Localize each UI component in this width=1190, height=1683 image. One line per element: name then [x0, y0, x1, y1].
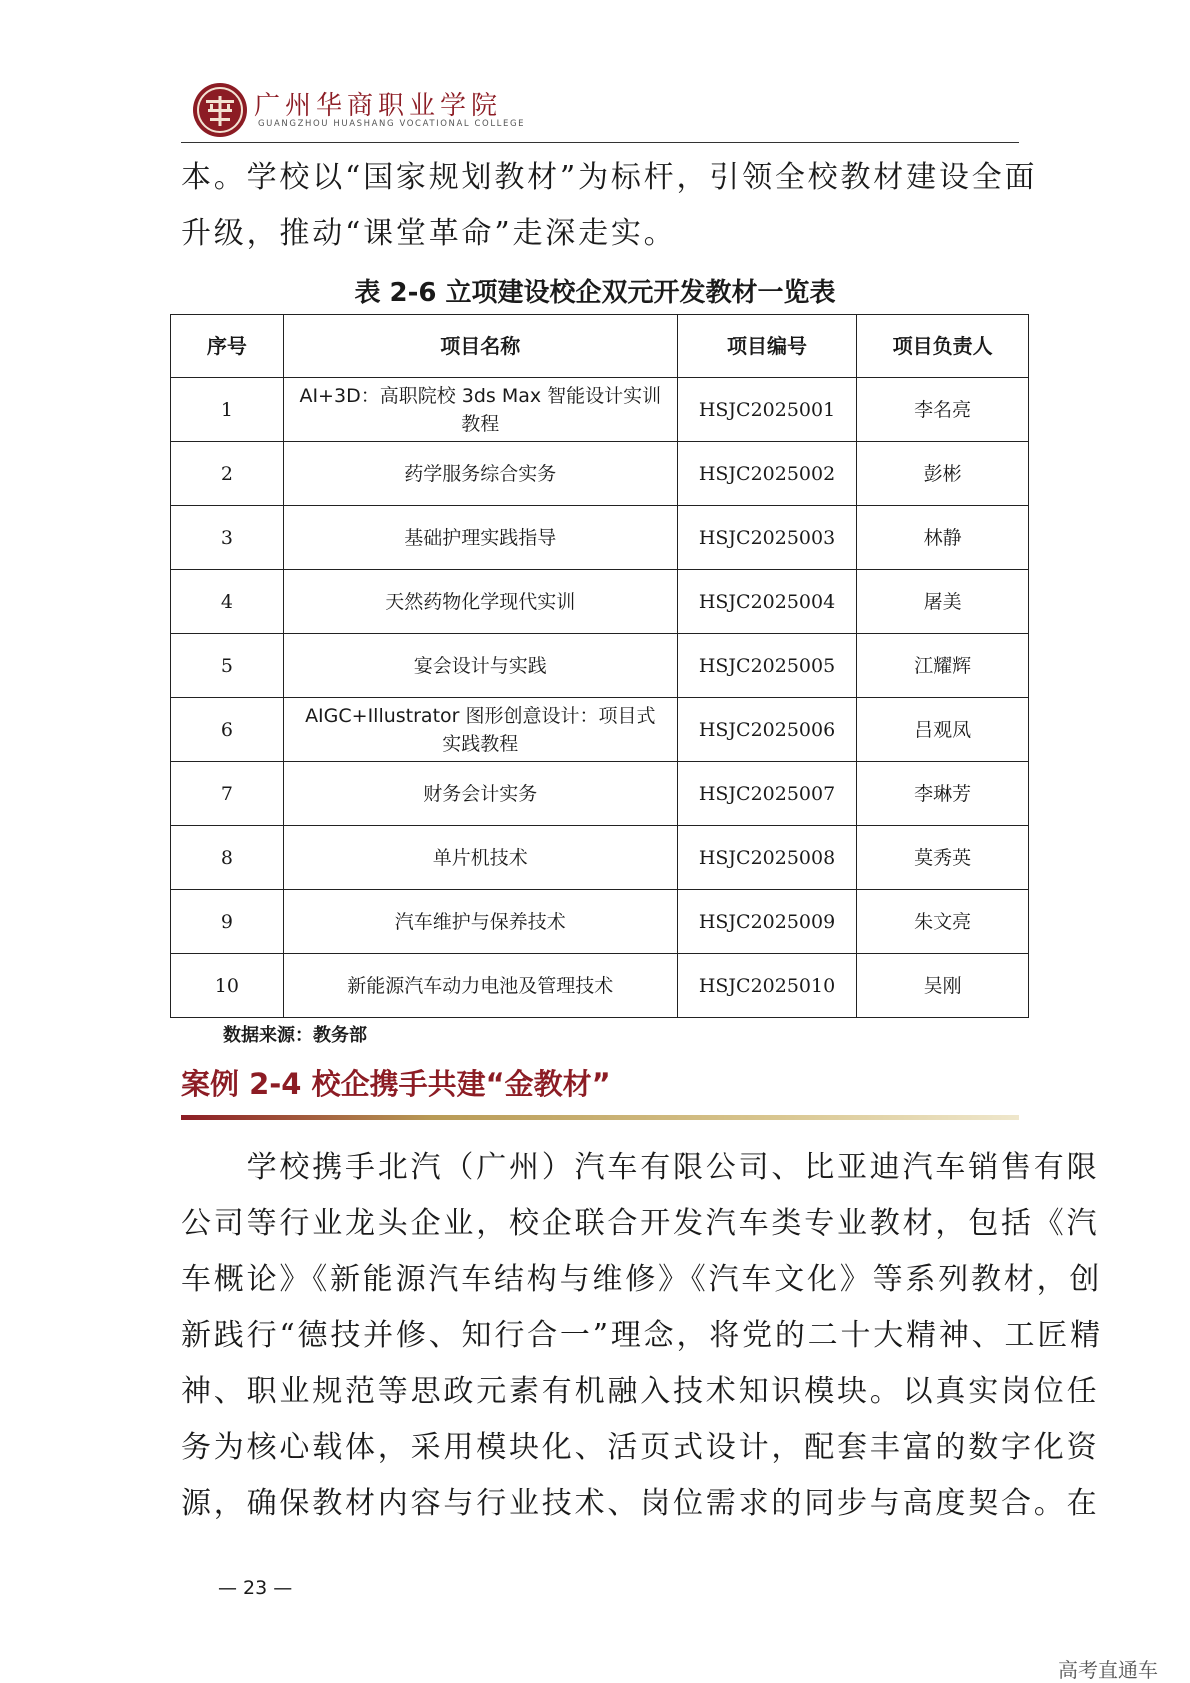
paragraph-line: 公司等行业龙头企业，校企联合开发汽车类专业教材，包括《汽 [181, 1206, 1100, 1241]
cell-name-line: 教程 [461, 412, 500, 435]
cell-no: 10 [171, 954, 284, 1018]
cell-name-line: AI+3D：高职院校 3ds Max 智能设计实训 [299, 384, 662, 407]
table-row [171, 890, 1029, 954]
page-number: — 23 — [218, 1577, 293, 1599]
table-row [171, 570, 1029, 634]
watermark-text: 高考直通车 [1058, 1658, 1158, 1682]
cell-name [283, 890, 677, 954]
cell-lead: 彭彬 [857, 442, 1029, 506]
cell-code: HSJC2025009 [677, 890, 856, 954]
table-header-row [171, 315, 1029, 378]
table-source-note: 数据来源：教务部 [223, 1025, 367, 1046]
cell-lead: 吕观凤 [857, 698, 1029, 762]
cell-name-line: 药学服务综合实务 [404, 462, 557, 485]
cell-lead: 莫秀英 [857, 826, 1029, 890]
cell-code: HSJC2025010 [677, 954, 856, 1018]
cell-name [283, 762, 677, 826]
cell-code: HSJC2025008 [677, 826, 856, 890]
cell-name [283, 826, 677, 890]
case-heading: 案例 2-4 校企携手共建“金教材” [181, 1067, 611, 1101]
cell-code: HSJC2025005 [677, 634, 856, 698]
case-heading-rule [181, 1115, 1019, 1120]
cell-no: 3 [171, 506, 284, 570]
cell-name-line: 实践教程 [442, 732, 519, 755]
cell-name-line: 基础护理实践指导 [404, 526, 557, 549]
table-row [171, 442, 1029, 506]
table-row [171, 762, 1029, 826]
cell-name-line: 新能源汽车动力电池及管理技术 [347, 974, 614, 997]
header-lead: 项目负责人 [857, 315, 1029, 378]
cell-lead: 李琳芳 [857, 762, 1029, 826]
cell-code: HSJC2025002 [677, 442, 856, 506]
cell-no: 6 [171, 698, 284, 762]
cell-name-line: 单片机技术 [432, 846, 528, 869]
cell-name [283, 570, 677, 634]
cell-no: 1 [171, 378, 284, 442]
cell-no: 9 [171, 890, 284, 954]
college-name-cn: 广州华商职业学院 [254, 91, 503, 121]
college-logo-seal-icon [192, 82, 248, 138]
paragraph-line: 本。学校以“国家规划教材”为标杆，引领全校教材建设全面 [181, 160, 1038, 195]
cell-no: 5 [171, 634, 284, 698]
cell-name-line: 宴会设计与实践 [413, 654, 547, 677]
cell-name-line: 财务会计实务 [423, 782, 538, 805]
table-row [171, 826, 1029, 890]
intro-paragraph [181, 150, 1038, 262]
cell-code: HSJC2025004 [677, 570, 856, 634]
cell-lead: 江耀辉 [857, 634, 1029, 698]
table-row [171, 506, 1029, 570]
cell-name [283, 954, 677, 1018]
table-title: 表 2-6 立项建设校企双元开发教材一览表 [354, 278, 836, 308]
textbook-table [170, 314, 1029, 1018]
cell-name [283, 378, 677, 442]
cell-name [283, 698, 677, 762]
table-row [171, 378, 1029, 442]
paragraph-line: 升级，推动“课堂革命”走深走实。 [181, 216, 677, 251]
cell-name-line: 天然药物化学现代实训 [385, 590, 576, 613]
cell-no: 2 [171, 442, 284, 506]
cell-name [283, 634, 677, 698]
paragraph-line: 学校携手北汽（广州）汽车有限公司、比亚迪汽车销售有限 [181, 1150, 1100, 1185]
header-no: 序号 [171, 315, 284, 378]
cell-no: 7 [171, 762, 284, 826]
paragraph-line: 新践行“德技并修、知行合一”理念，将党的二十大精神、工匠精 [181, 1318, 1103, 1353]
cell-name-line: 汽车维护与保养技术 [394, 910, 566, 933]
cell-lead: 林静 [857, 506, 1029, 570]
cell-code: HSJC2025001 [677, 378, 856, 442]
table-body [171, 378, 1029, 1018]
cell-no: 4 [171, 570, 284, 634]
table-row [171, 698, 1029, 762]
paragraph-line: 务为核心载体，采用模块化、活页式设计，配套丰富的数字化资 [181, 1430, 1100, 1465]
cell-no: 8 [171, 826, 284, 890]
paragraph-line: 源，确保教材内容与行业技术、岗位需求的同步与高度契合。在 [181, 1486, 1100, 1521]
cell-name-line: AIGC+Illustrator 图形创意设计：项目式 [305, 704, 656, 727]
header-code: 项目编号 [677, 315, 856, 378]
table-row [171, 634, 1029, 698]
cell-lead: 吴刚 [857, 954, 1029, 1018]
table-row [171, 954, 1029, 1018]
header-name: 项目名称 [283, 315, 677, 378]
case-paragraph [181, 1140, 1103, 1532]
cell-lead: 李名亮 [857, 378, 1029, 442]
header-divider [181, 142, 1019, 143]
cell-code: HSJC2025006 [677, 698, 856, 762]
paragraph-line: 车概论》《新能源汽车结构与维修》《汽车文化》等系列教材，创 [181, 1262, 1103, 1297]
cell-name [283, 442, 677, 506]
cell-code: HSJC2025007 [677, 762, 856, 826]
cell-lead: 朱文亮 [857, 890, 1029, 954]
cell-code: HSJC2025003 [677, 506, 856, 570]
paragraph-line: 神、职业规范等思政元素有机融入技术知识模块。以真实岗位任 [181, 1374, 1100, 1409]
college-name-en: GUANGZHOU HUASHANG VOCATIONAL COLLEGE [258, 119, 526, 129]
cell-lead: 屠美 [857, 570, 1029, 634]
cell-name [283, 506, 677, 570]
